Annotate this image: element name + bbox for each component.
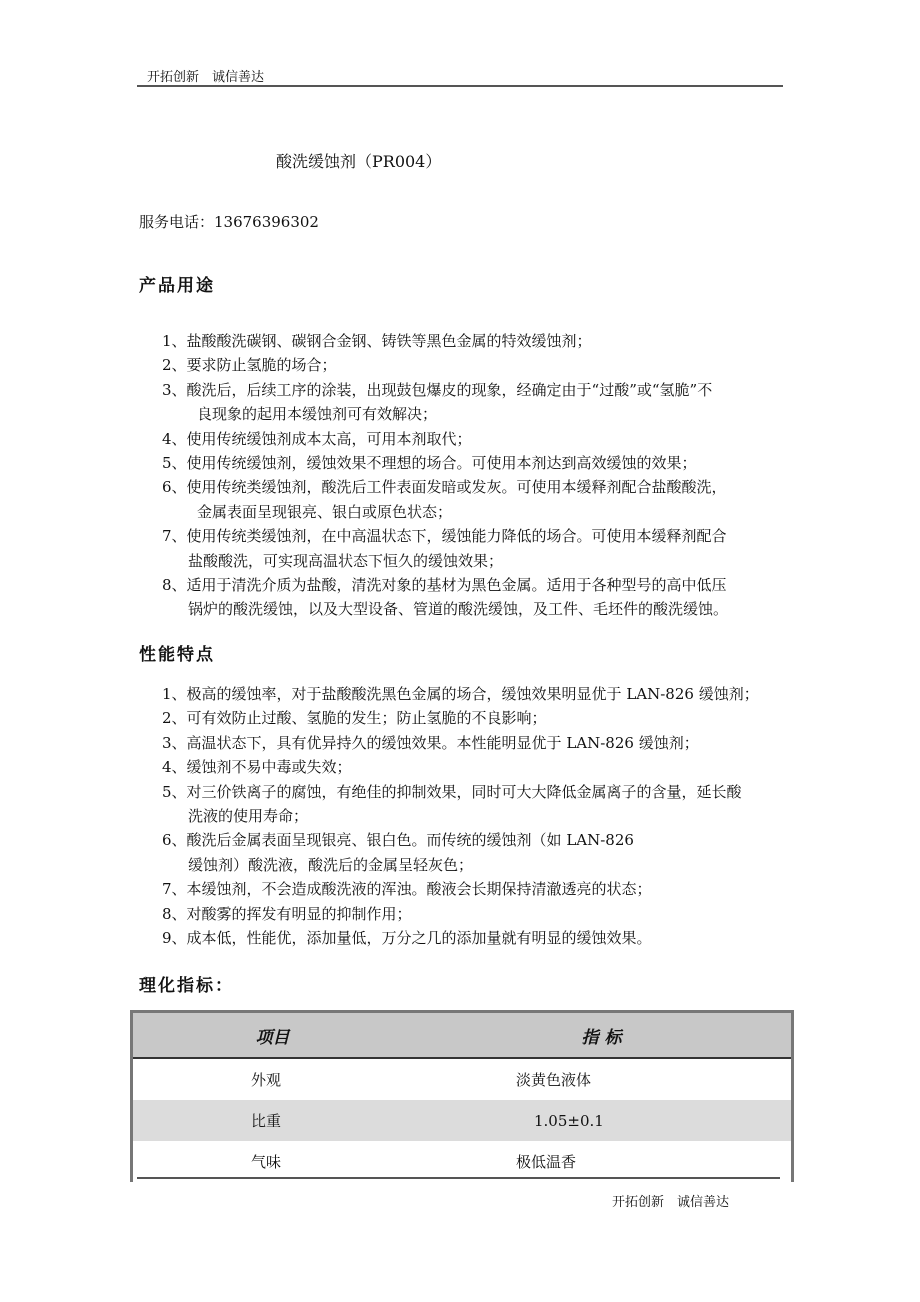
list-item: 6、酸洗后金属表面呈现银亮、银白色。而传统的缓蚀剂（如 LAN-826 [162,831,634,850]
list-item-continuation: 金属表面呈现银亮、银白或原色状态； [197,502,453,521]
cell-item: 气味 [251,1153,282,1171]
list-item: 8、对酸雾的挥发有明显的抑制作用； [162,904,412,923]
table-row [132,1058,793,1100]
list-item: 3、高温状态下，具有优异持久的缓蚀效果。本性能明显优于 LAN-826 缓蚀剂； [162,733,699,752]
list-item: 9、成本低，性能优，添加量低，万分之几的添加量就有明显的缓蚀效果。 [162,928,652,947]
cell-value: 淡黄色液体 [516,1071,592,1089]
table-row [132,1141,793,1182]
list-item: 1、盐酸酸洗碳钢、碳钢合金钢、铸铁等黑色金属的特效缓蚀剂； [162,332,592,350]
list-item: 7、本缓蚀剂，不会造成酸洗液的浑浊。酸液会长期保持清澈透亮的状态； [162,880,652,899]
cell-item: 外观 [251,1071,282,1089]
cell-value: 极低温香 [516,1153,577,1171]
cell-value: 1.05±0.1 [412,1100,793,1141]
list-item: 4、缓蚀剂不易中毒或失效； [162,758,352,777]
specs-table [130,1010,794,1182]
list-item: 7、使用传统类缓蚀剂，在中高温状态下，缓蚀能力降低的场合。可使用本缓释剂配合 [162,527,727,546]
list-item-continuation: 缓蚀剂）酸洗液，酸洗后的金属呈轻灰色； [188,855,474,874]
section-heading-specs: 理化指标： [139,976,234,996]
section-heading-features: 性能特点 [139,645,215,665]
section-heading-usage: 产品用途 [139,276,215,296]
footer-rule [137,1177,780,1179]
table-row [132,1100,793,1141]
list-item-continuation: 洗液的使用寿命； [188,806,309,825]
column-header-value: 指 标 [412,1012,793,1059]
footer-slogan: 开拓创新 诚信善达 [612,1195,730,1210]
table-header-row [132,1012,793,1059]
header-slogan: 开拓创新 诚信善达 [147,70,265,85]
service-phone: 服务电话：13676396302 [139,213,319,231]
list-item: 1、极高的缓蚀率，对于盐酸酸洗黑色金属的场合，缓蚀效果明显优于 LAN-826 缓蚀剂； [162,685,759,703]
list-item-continuation: 良现象的起用本缓蚀剂可有效解决； [197,405,438,424]
list-item: 8、适用于清洗介质为盐酸，清洗对象的基材为黑色金属。适用于各种型号的高中低压 [162,575,727,594]
header-rule [137,85,783,87]
list-item: 2、要求防止氢脆的场合； [162,356,337,375]
page-title: 酸洗缓蚀剂（PR004） [276,152,442,171]
list-item: 6、使用传统类缓蚀剂，酸洗后工件表面发暗或发灰。可使用本缓释剂配合盐酸酸洗， [162,478,727,497]
cell-item: 比重 [132,1100,413,1141]
column-header-item: 项目 [132,1012,413,1059]
usage-list [162,329,728,622]
list-item: 5、使用传统缓蚀剂，缓蚀效果不理想的场合。可使用本剂达到高效缓蚀的效果； [162,453,697,472]
list-item-continuation: 盐酸酸洗，可实现高温状态下恒久的缓蚀效果； [188,551,504,570]
features-list [162,682,759,950]
list-item: 4、使用传统缓蚀剂成本太高，可用本剂取代； [162,429,472,448]
list-item-continuation: 锅炉的酸洗缓蚀，以及大型设备、管道的酸洗缓蚀，及工件、毛坯件的酸洗缓蚀。 [188,600,729,619]
list-item: 3、酸洗后，后续工序的涂装，出现鼓包爆皮的现象，经确定由于“过酸”或“氢脆”不 [162,380,713,399]
list-item: 5、对三价铁离子的腐蚀，有绝佳的抑制效果，同时可大大降低金属离子的含量，延长酸 [162,782,742,801]
list-item: 2、可有效防止过酸、氢脆的发生；防止氢脆的不良影响； [162,709,547,728]
